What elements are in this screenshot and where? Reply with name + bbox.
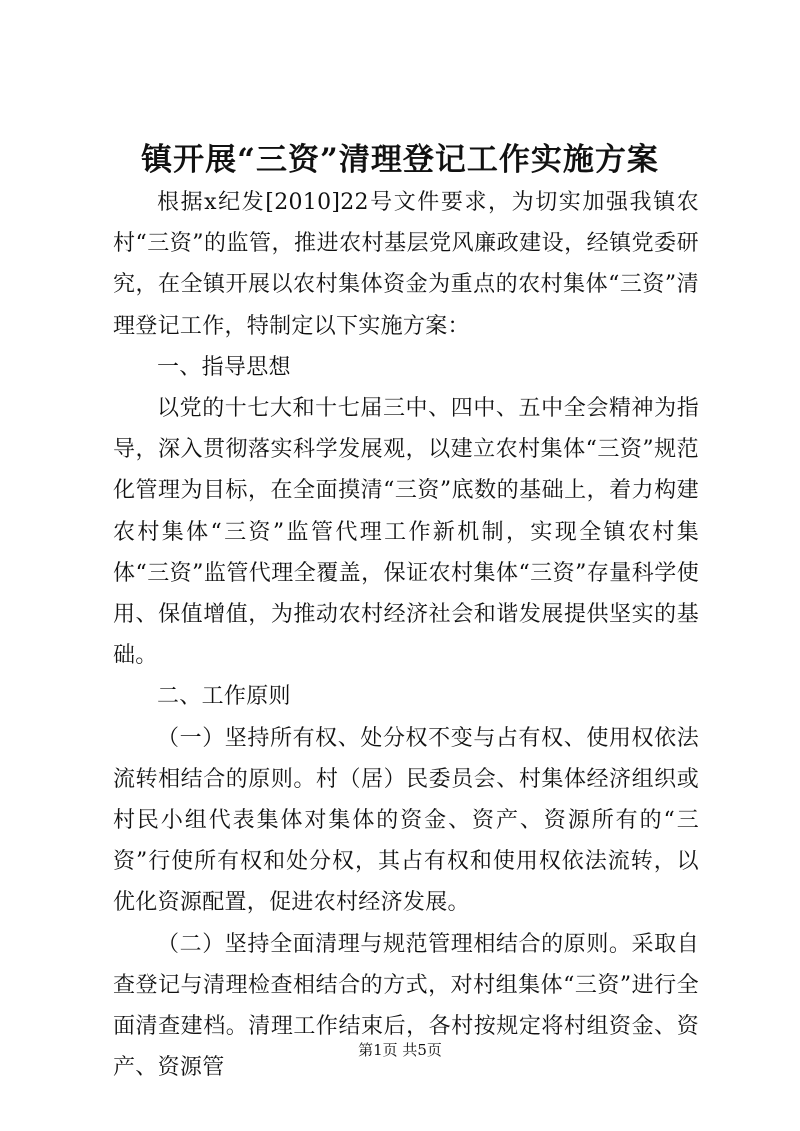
paragraph-guiding-ideology: 以党的十七大和十七届三中、四中、五中全会精神为指导，深入贯彻落实科学发展观，以建立农村集体“三资”规范化管理为目标，在全面摸清“三资”底数的基础上，着力构建农村集体“三资”监管代理工作新机制，实现全镇农村集体“三资”监管代理全覆盖，保证农村集体“三资”存量科学使用、保值增值，为推动农村经济社会和谐发展提供坚实的基础。 — [113, 396, 699, 669]
document-body — [113, 182, 699, 1088]
page-footer: 第1页 共5页 — [358, 1041, 442, 1059]
document-title: 镇开展“三资”清理登记工作实施方案 — [141, 142, 659, 178]
section-heading-guiding-ideology: 一、指导思想 — [157, 354, 291, 380]
section-heading-work-principles: 二、工作原则 — [157, 684, 291, 710]
paragraph-principle-1: （一）坚持所有权、处分权不变与占有权、使用权依法流转相结合的原则。村（居）民委员会、村集体经济组织或村民小组代表集体对集体的资金、资产、资源所有的“三资”行使所有权和处分权，其占有权和使用权依法流转，以优化资源配置，促进农村经济发展。 — [113, 725, 699, 916]
paragraph-intro: 根据x纪发[2010]22号文件要求，为切实加强我镇农村“三资”的监管，推进农村基层党风廉政建设，经镇党委研究，在全镇开展以农村集体资金为重点的农村集体“三资”清理登记工作，特制定以下实施方案： — [113, 190, 699, 339]
paragraph-principle-2: （二）坚持全面清理与规范管理相结合的原则。采取自查登记与清理检查相结合的方式，对村组集体“三资”进行全面清查建档。清理工作结束后，各村按规定将村组资金、资产、资源管 — [113, 931, 699, 1081]
